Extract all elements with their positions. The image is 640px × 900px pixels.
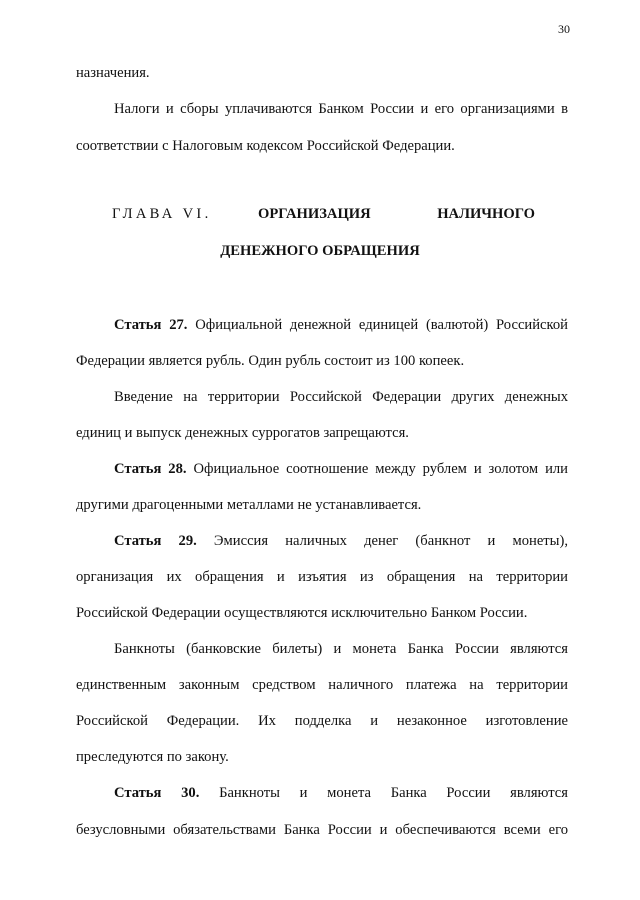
article-30-heading: Статья 30. — [114, 785, 200, 801]
article-30-text: Банкноты и монета Банка России являются — [199, 785, 568, 801]
article-29-line-1 — [114, 532, 568, 550]
article-29-line-6: Российской Федерации. Их подделка и незаконное изготовление — [76, 713, 568, 729]
article-27-text: Официальной денежной единицей (валютой) Российской — [187, 317, 568, 333]
chapter-title-word-2: НАЛИЧНОГО — [437, 206, 535, 222]
article-29-line-5: единственным законным средством наличного платежа на территории — [76, 677, 568, 693]
chapter-title-word-1: ОРГАНИЗАЦИЯ — [258, 206, 371, 222]
article-29-line-2: организация их обращения и изъятия из обращения на территории — [76, 569, 568, 585]
intro-line-3: соответствии с Налоговым кодексом Российской Федерации. — [76, 138, 455, 154]
article-27-line-4: единиц и выпуск денежных суррогатов запрещаются. — [76, 425, 409, 441]
article-30-line-2: безусловными обязательствами Банка России и обеспечиваются всеми его — [76, 822, 568, 838]
article-29-text: Эмиссия наличных денег (банкнот и монеты), — [196, 533, 568, 549]
chapter-label: ГЛАВА VI. — [112, 206, 212, 222]
intro-line-2: Налоги и сборы уплачиваются Банком России и его организациями в — [114, 101, 568, 117]
article-29-line-4: Банкноты (банковские билеты) и монета Банка России являются — [114, 641, 568, 657]
chapter-title-line-2: ДЕНЕЖНОГО ОБРАЩЕНИЯ — [220, 243, 420, 259]
page-number: 30 — [558, 22, 570, 36]
article-27-line-3: Введение на территории Российской Федерации других денежных — [114, 389, 568, 405]
article-27-line-2: Федерации является рубль. Один рубль состоит из 100 копеек. — [76, 353, 465, 369]
article-28-line-1 — [114, 460, 568, 478]
article-28-text: Официальное соотношение между рублем и золотом или — [186, 461, 568, 477]
article-27-line-1 — [114, 316, 568, 334]
intro-line-1: назначения. — [76, 65, 150, 81]
article-28-line-2: другими драгоценными металлами не устанавливается. — [76, 497, 422, 513]
article-27-heading: Статья 27. — [114, 317, 188, 333]
article-29-line-3: Российской Федерации осуществляются исключительно Банком России. — [76, 605, 528, 621]
article-29-line-7: преследуются по закону. — [76, 749, 229, 765]
article-30-line-1 — [114, 784, 568, 802]
article-28-heading: Статья 28. — [114, 461, 187, 477]
article-29-heading: Статья 29. — [114, 533, 197, 549]
